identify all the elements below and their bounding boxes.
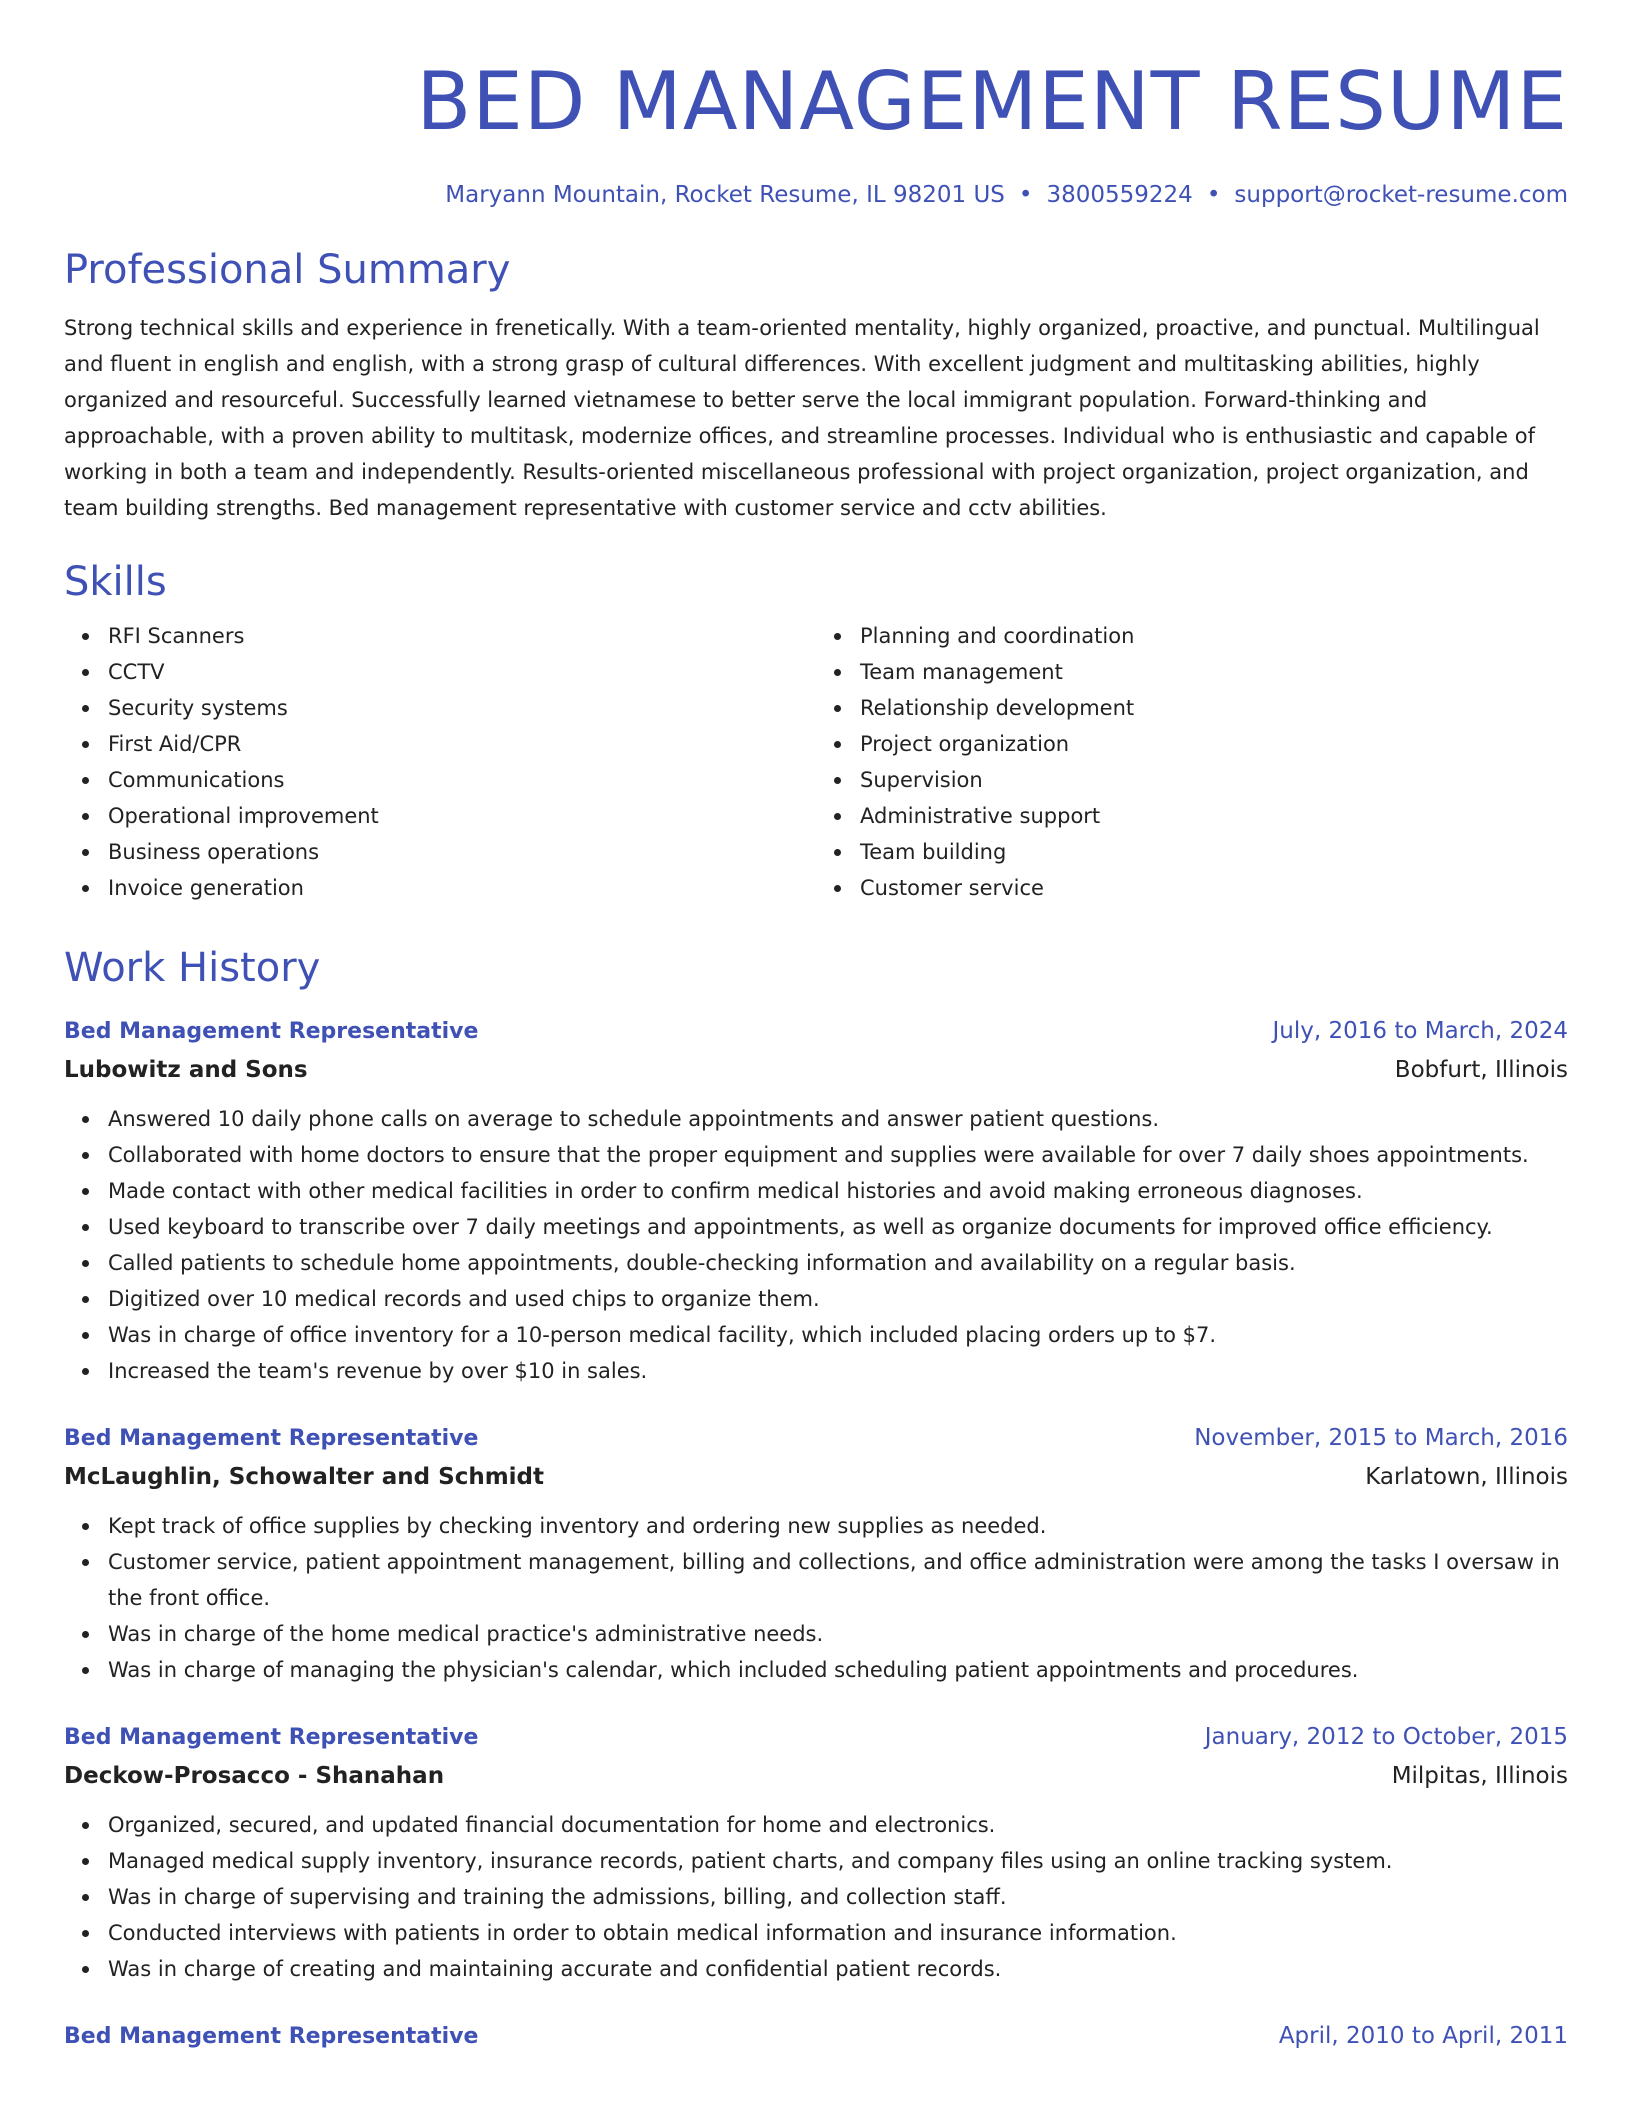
job-title-row	[64, 1419, 1568, 1458]
skill-item: CCTV	[108, 654, 816, 690]
skill-item: Team building	[860, 834, 1568, 870]
job-duty-item: Customer service, patient appointment management, billing and collections, and office administration were among the tasks I oversaw in the front office.	[108, 1544, 1568, 1616]
skill-item: Project organization	[860, 726, 1568, 762]
job-entry	[64, 1718, 1568, 1987]
skill-item: Business operations	[108, 834, 816, 870]
job-duty-item: Organized, secured, and updated financial documentation for home and electronics.	[108, 1807, 1568, 1843]
job-duty-item: Answered 10 daily phone calls on average to schedule appointments and answer patient questions.	[108, 1101, 1568, 1137]
job-entry	[64, 1012, 1568, 1389]
job-duty-item: Called patients to schedule home appointments, double-checking information and availability on a regular basis.	[108, 1245, 1568, 1281]
resume-title: BED MANAGEMENT RESUME	[416, 55, 1568, 148]
contact-line	[64, 178, 1568, 212]
work-history-section	[64, 942, 1568, 2056]
job-company-row	[64, 1458, 1568, 1496]
job-title-row	[64, 1718, 1568, 1757]
job-title: Bed Management Representative	[64, 1725, 479, 1750]
job-title: Bed Management Representative	[64, 2024, 479, 2049]
job-duty-item: Used keyboard to transcribe over 7 daily meetings and appointments, as well as organize documents for improved office efficiency.	[108, 1209, 1568, 1245]
job-duties-list	[64, 1508, 1568, 1688]
skills-list-left	[64, 618, 816, 906]
job-duty-item: Increased the team's revenue by over $10 in sales.	[108, 1353, 1568, 1389]
job-location: Bobfurt, Illinois	[1394, 1057, 1568, 1083]
job-location: Milpitas, Illinois	[1391, 1763, 1568, 1789]
job-duty-item: Conducted interviews with patients in order to obtain medical information and insurance information.	[108, 1915, 1568, 1951]
skills-heading: Skills	[64, 559, 167, 605]
skills-section	[64, 556, 1568, 906]
summary-text: Strong technical skills and experience in frenetically. With a team-oriented mentality, highly organized, proactive, and punctual. Multilingual and fluent in english and english, with a strong grasp of cultural differences. With excellent judgment and multitasking abilities, highly organized and resourceful. Successfully learned vietnamese to better serve the local immigrant population. Forward-thinking and approachable, with a proven ability to multitask, modernize offices, and streamline processes. Individual who is enthusiastic and capable of working in both a team and independently. Results-oriented miscellaneous professional with project organization, project organization, and team building strengths. Bed management representative with customer service and cctv abilities.	[64, 316, 1540, 520]
skills-grid	[64, 618, 1568, 906]
work-history-heading: Work History	[64, 945, 321, 991]
skill-item: Administrative support	[860, 798, 1568, 834]
skill-item: Security systems	[108, 690, 816, 726]
job-duty-item: Managed medical supply inventory, insurance records, patient charts, and company files using an online tracking system.	[108, 1843, 1568, 1879]
skill-item: Customer service	[860, 870, 1568, 906]
job-list	[64, 1012, 1568, 2056]
job-duty-item: Collaborated with home doctors to ensure that the proper equipment and supplies were available for over 7 daily shoes appointments.	[108, 1137, 1568, 1173]
skill-item: Communications	[108, 762, 816, 798]
contact-address: Maryann Mountain, Rocket Resume, IL 98201 US	[445, 182, 1005, 208]
contact-separator: •	[1206, 182, 1221, 208]
job-dates: April, 2010 to April, 2011	[1278, 2023, 1568, 2049]
job-company-row	[64, 1757, 1568, 1795]
job-duties-list	[64, 1101, 1568, 1389]
contact-separator: •	[1018, 182, 1033, 208]
summary-heading: Professional Summary	[64, 247, 511, 293]
job-title: Bed Management Representative	[64, 1426, 479, 1451]
contact-phone: 3800559224	[1046, 182, 1193, 208]
job-company: Lubowitz and Sons	[64, 1057, 308, 1083]
job-duties-list	[64, 1807, 1568, 1987]
job-dates: January, 2012 to October, 2015	[1204, 1724, 1568, 1750]
job-dates: July, 2016 to March, 2024	[1272, 1018, 1568, 1044]
job-duty-item: Was in charge of creating and maintaining accurate and confidential patient records.	[108, 1951, 1568, 1987]
job-title-row	[64, 1012, 1568, 1051]
job-entry	[64, 2017, 1568, 2056]
job-title: Bed Management Representative	[64, 1019, 479, 1044]
job-duty-item: Digitized over 10 medical records and used chips to organize them.	[108, 1281, 1568, 1317]
job-duty-item: Kept track of office supplies by checking inventory and ordering new supplies as needed.	[108, 1508, 1568, 1544]
job-company: McLaughlin, Schowalter and Schmidt	[64, 1464, 545, 1490]
skill-item: Invoice generation	[108, 870, 816, 906]
job-title-row	[64, 2017, 1568, 2056]
skill-item: Supervision	[860, 762, 1568, 798]
skills-list-right	[816, 618, 1568, 906]
job-entry	[64, 1419, 1568, 1688]
job-duty-item: Was in charge of the home medical practice's administrative needs.	[108, 1616, 1568, 1652]
job-company-row	[64, 1051, 1568, 1089]
skill-item: First Aid/CPR	[108, 726, 816, 762]
contact-email[interactable]: support@rocket-resume.com	[1234, 182, 1568, 208]
skill-item: Planning and coordination	[860, 618, 1568, 654]
job-duty-item: Was in charge of office inventory for a 10-person medical facility, which included placing orders up to $7.	[108, 1317, 1568, 1353]
skill-item: Team management	[860, 654, 1568, 690]
summary-section	[64, 244, 1568, 526]
job-duty-item: Made contact with other medical facilities in order to confirm medical histories and avoid making erroneous diagnoses.	[108, 1173, 1568, 1209]
job-dates: November, 2015 to March, 2016	[1194, 1425, 1568, 1451]
skill-item: RFI Scanners	[108, 618, 816, 654]
resume-header	[64, 52, 1568, 212]
job-company: Deckow-Prosacco - Shanahan	[64, 1763, 445, 1789]
job-duty-item: Was in charge of managing the physician's calendar, which included scheduling patient appointments and procedures.	[108, 1652, 1568, 1688]
job-duty-item: Was in charge of supervising and training the admissions, billing, and collection staff.	[108, 1879, 1568, 1915]
job-location: Karlatown, Illinois	[1365, 1464, 1568, 1490]
skill-item: Operational improvement	[108, 798, 816, 834]
skill-item: Relationship development	[860, 690, 1568, 726]
